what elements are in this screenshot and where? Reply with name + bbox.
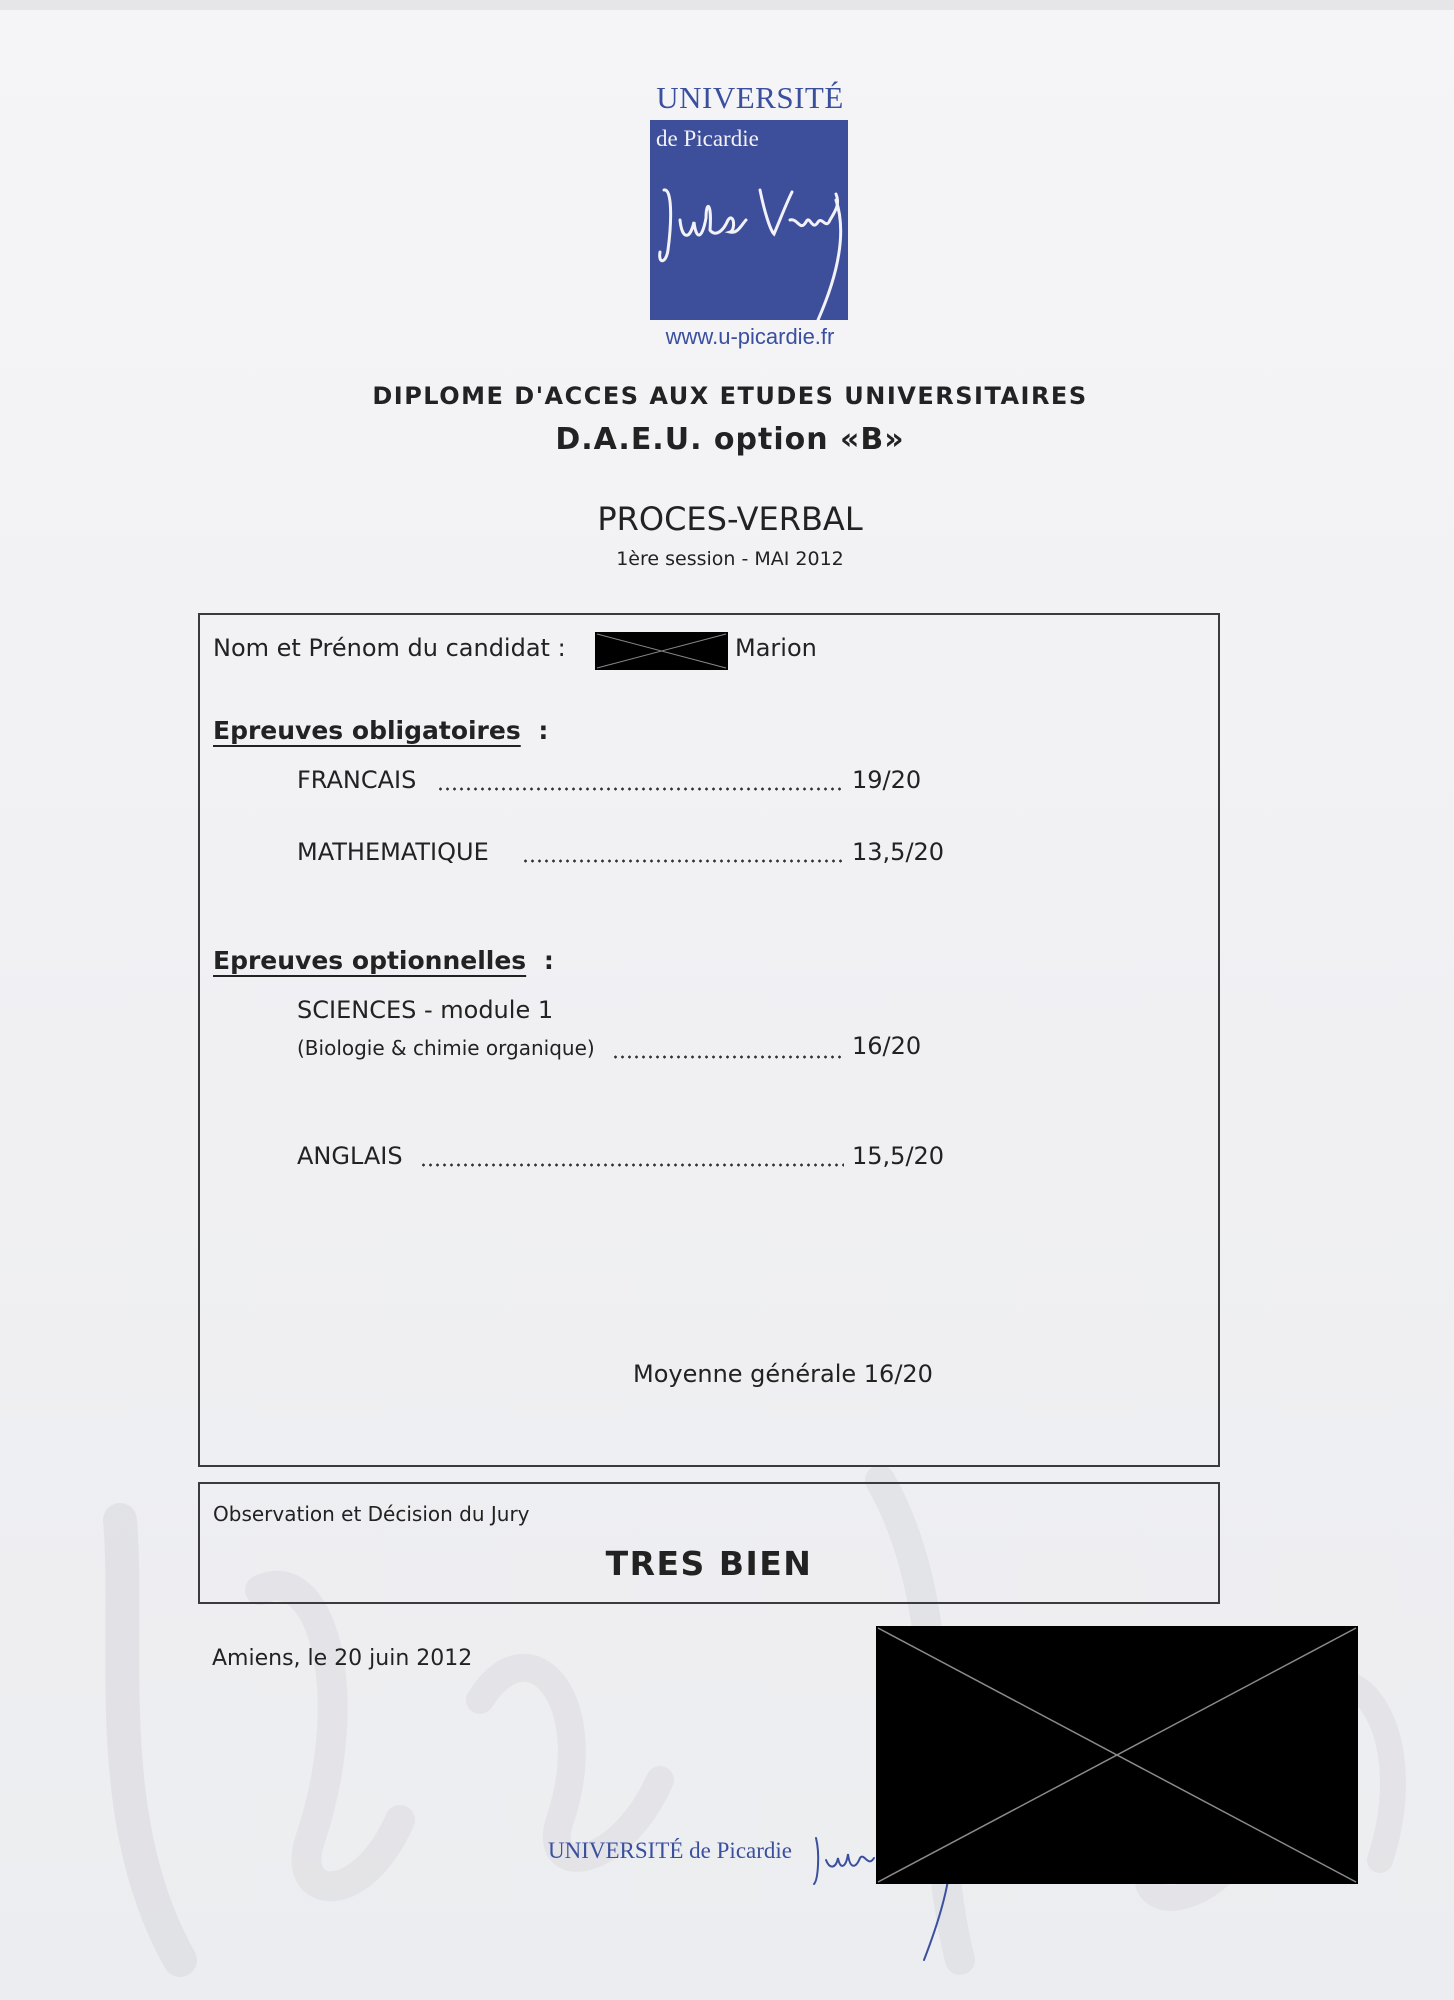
jury-box [198, 1482, 1220, 1604]
session-line: 1ère session - MAI 2012 [616, 548, 844, 570]
candidate-first-name: Marion [735, 634, 817, 662]
footer-university: UNIVERSITÉ de Picardie [548, 1838, 792, 1863]
redacted-last-name [595, 632, 728, 670]
mandatory-heading-row [213, 716, 548, 745]
candidate-label: Nom et Prénom du candidat : [213, 634, 566, 662]
place-and-date: Amiens, le 20 juin 2012 [212, 1646, 473, 1671]
mandatory-heading: Epreuves obligatoires [213, 716, 521, 745]
subject-grade: 13,5/20 [852, 838, 945, 866]
dot-leader [612, 1055, 844, 1059]
subject-grade: 15,5/20 [852, 1142, 945, 1170]
mandatory-colon: : [538, 716, 549, 745]
university-url: www.u-picardie.fr [665, 324, 835, 349]
subject-name: ANGLAIS [297, 1142, 403, 1170]
optional-colon: : [543, 946, 554, 975]
university-logo [650, 120, 848, 320]
subject-name: SCIENCES - module 1 [297, 996, 554, 1024]
logo-signature-graphic [650, 160, 848, 320]
logo-region: de Picardie [656, 126, 759, 151]
diploma-option: D.A.E.U. option «B» [555, 422, 905, 457]
subject-name: MATHEMATIQUE [297, 838, 489, 866]
jury-label: Observation et Décision du Jury [213, 1502, 530, 1526]
redaction-cross-icon [595, 632, 728, 670]
general-average: Moyenne générale 16/20 [633, 1360, 933, 1388]
dot-leader [522, 859, 844, 863]
jury-decision: TRES BIEN [605, 1544, 813, 1583]
optional-heading: Epreuves optionnelles [213, 946, 527, 975]
redaction-cross-icon [876, 1626, 1358, 1884]
subject-grade: 16/20 [852, 1032, 922, 1060]
scan-edge [0, 0, 1454, 10]
dot-leader [437, 787, 844, 791]
redacted-signature-stamp [876, 1626, 1358, 1884]
logo-university-word: UNIVERSITÉ [656, 80, 844, 115]
dot-leader [420, 1163, 844, 1167]
subject-detail: (Biologie & chimie organique) [297, 1036, 595, 1060]
subject-name: FRANCAIS [297, 766, 417, 794]
subject-grade: 19/20 [852, 766, 922, 794]
optional-heading-row [213, 946, 554, 975]
document-title: PROCES-VERBAL [597, 500, 863, 538]
diploma-title: DIPLOME D'ACCES AUX ETUDES UNIVERSITAIRES [372, 382, 1088, 410]
